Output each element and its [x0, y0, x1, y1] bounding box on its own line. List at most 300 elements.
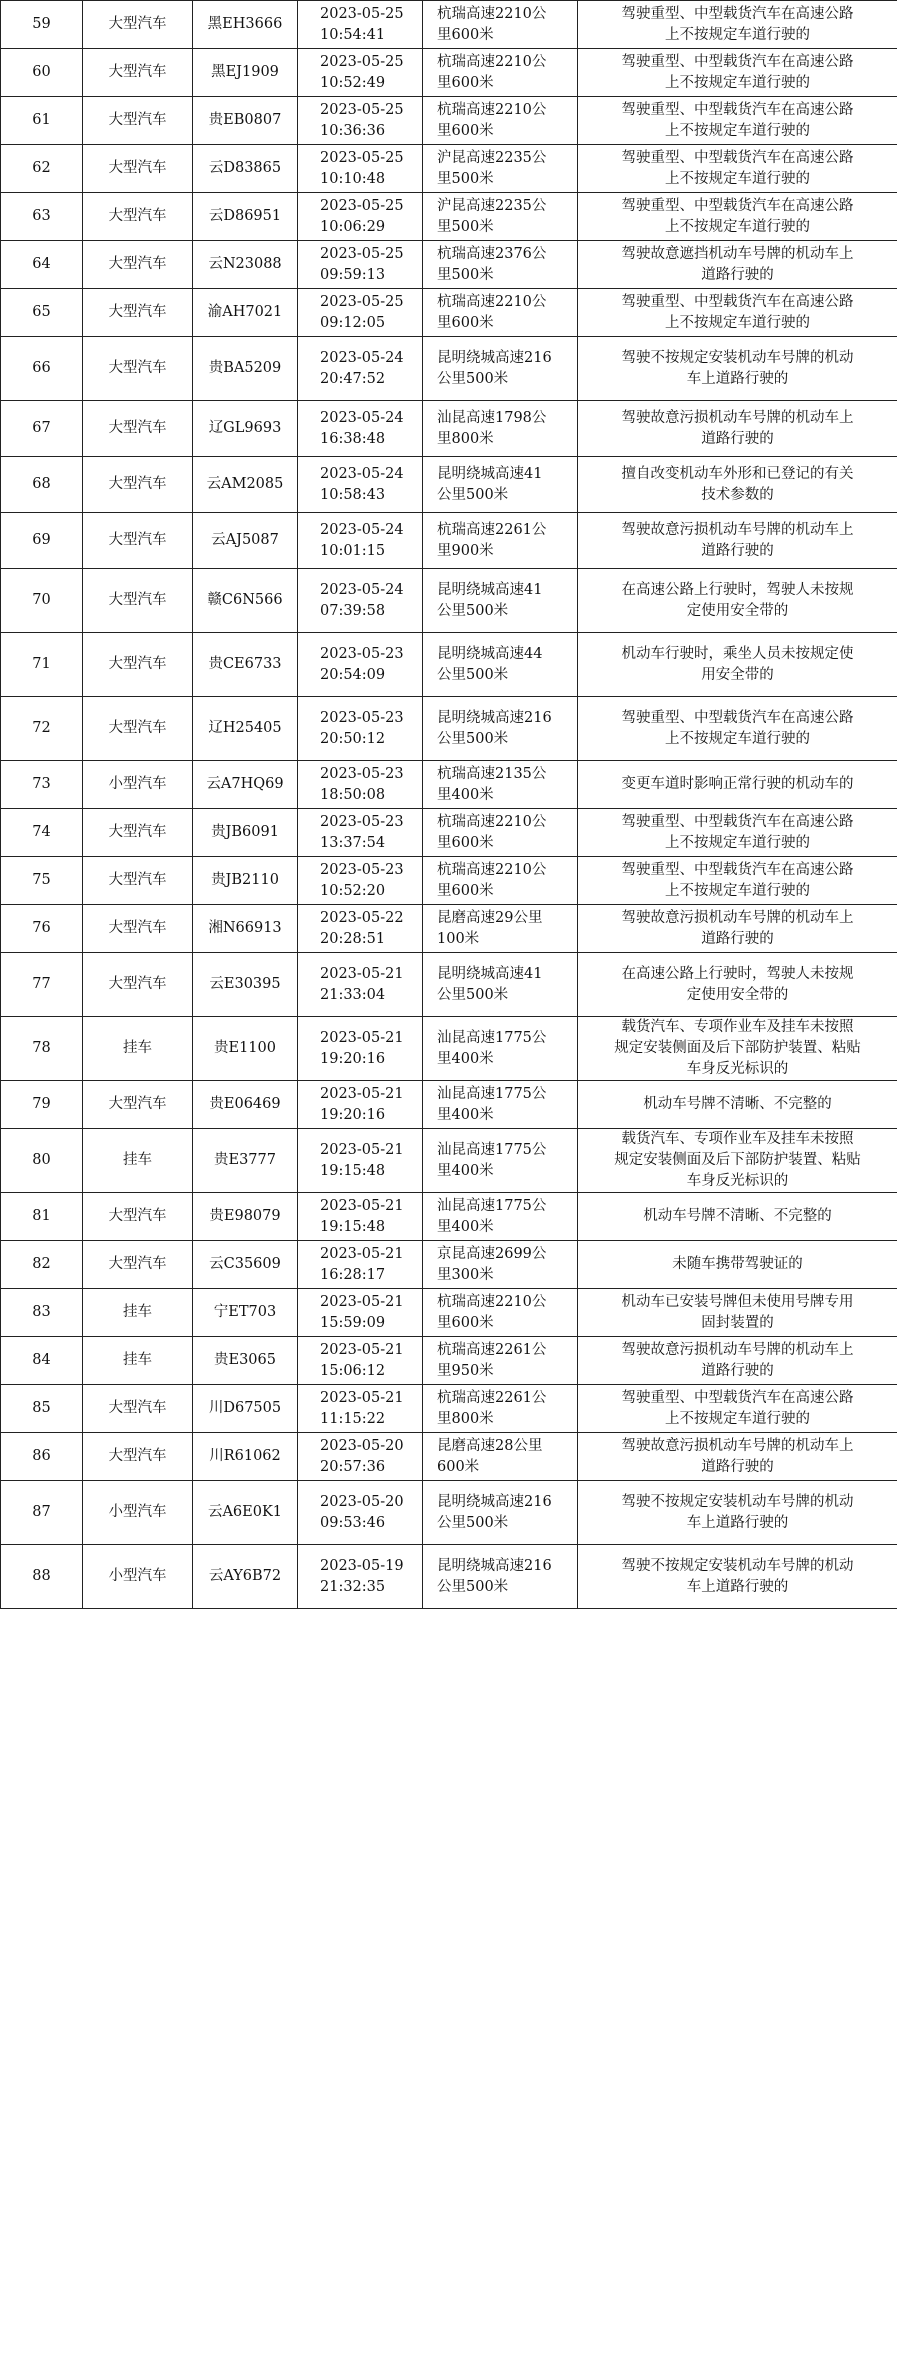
violation-behavior-cell	[578, 1545, 897, 1609]
table-row	[1, 1433, 897, 1481]
row-number-cell-line: 66	[32, 360, 51, 376]
violation-time-cell-line: 2023-05-25	[320, 53, 404, 70]
table-row	[1, 1385, 897, 1433]
row-number-cell-line: 75	[32, 872, 51, 888]
violation-time-cell-line: 2023-05-21	[320, 965, 404, 982]
plate-number-cell-line: 渝AH7021	[207, 304, 283, 320]
violation-behavior-cell-line: 驾驶重型、中型载货汽车在高速公路	[621, 293, 854, 310]
violation-time-cell-line: 2023-05-23	[320, 709, 404, 726]
vehicle-type-cell-line: 大型汽车	[108, 64, 167, 80]
violation-time-cell	[298, 97, 423, 145]
violation-location-cell-line: 里500米	[437, 218, 494, 235]
violation-location-cell-line: 公里500米	[437, 602, 509, 619]
vehicle-type-cell	[83, 809, 193, 857]
vehicle-type-cell	[83, 1193, 193, 1241]
violation-location-cell-line: 沪昆高速2235公	[437, 197, 547, 214]
violation-time-cell-line: 20:57:36	[320, 1458, 386, 1475]
violation-location-cell-line: 昆明绕城高速41	[437, 965, 543, 982]
violation-time-cell-line: 11:15:22	[320, 1410, 386, 1427]
violation-behavior-cell-line: 上不按规定车道行驶的	[665, 1410, 810, 1427]
violation-behavior-cell-line: 用安全带的	[701, 666, 774, 683]
violation-time-cell	[298, 1241, 423, 1289]
vehicle-type-cell	[83, 1337, 193, 1385]
plate-number-cell	[193, 1241, 298, 1289]
plate-number-cell-line: 云AM2085	[206, 476, 284, 492]
plate-number-cell-line: 云D83865	[208, 160, 282, 176]
violation-location-cell	[423, 49, 578, 97]
vehicle-type-cell-line: 大型汽车	[108, 656, 167, 672]
violation-time-cell-line: 2023-05-25	[320, 5, 404, 22]
violation-behavior-cell	[578, 193, 897, 241]
row-number-cell	[1, 1017, 83, 1081]
vehicle-type-cell-line: 大型汽车	[108, 360, 167, 376]
row-number-cell	[1, 761, 83, 809]
violation-time-cell	[298, 697, 423, 761]
row-number-cell-line: 70	[32, 592, 51, 608]
plate-number-cell	[193, 1193, 298, 1241]
violation-behavior-cell	[578, 1385, 897, 1433]
table-row	[1, 513, 897, 569]
table-row	[1, 289, 897, 337]
plate-number-cell-line: 黑EJ1909	[211, 64, 279, 80]
violation-location-cell	[423, 1433, 578, 1481]
violation-behavior-cell-line: 道路行驶的	[701, 542, 774, 559]
row-number-cell-line: 83	[32, 1304, 51, 1320]
violation-behavior-cell-line: 道路行驶的	[701, 1458, 774, 1475]
vehicle-type-cell	[83, 1433, 193, 1481]
plate-number-cell-line: 贵CE6733	[208, 656, 282, 672]
violation-location-cell-line: 公里500米	[437, 486, 509, 503]
plate-number-cell-line: 辽GL9693	[208, 420, 282, 436]
table-row	[1, 857, 897, 905]
row-number-cell-line: 76	[32, 920, 51, 936]
violation-location-cell	[423, 953, 578, 1017]
violation-behavior-cell-line: 道路行驶的	[701, 930, 774, 947]
violation-behavior-cell-line: 车上道路行驶的	[686, 1514, 789, 1531]
violation-time-cell-line: 10:52:20	[320, 882, 386, 899]
row-number-cell	[1, 401, 83, 457]
violation-behavior-cell	[578, 1337, 897, 1385]
vehicle-type-cell-line: 大型汽车	[108, 872, 167, 888]
violation-time-cell-line: 19:20:16	[320, 1106, 386, 1123]
violation-behavior-cell-line: 在高速公路上行驶时，驾驶人未按规	[621, 581, 854, 598]
violation-location-cell-line: 里600米	[437, 1314, 494, 1331]
plate-number-cell-line: 贵EB0807	[208, 112, 282, 128]
violation-behavior-cell	[578, 809, 897, 857]
plate-number-cell	[193, 145, 298, 193]
vehicle-type-cell	[83, 857, 193, 905]
violation-location-cell-line: 里400米	[437, 1050, 494, 1067]
plate-number-cell	[193, 457, 298, 513]
table-row	[1, 97, 897, 145]
violation-time-cell	[298, 457, 423, 513]
violation-behavior-cell-line: 上不按规定车道行驶的	[665, 74, 810, 91]
violation-behavior-cell-line: 驾驶重型、中型载货汽车在高速公路	[621, 813, 854, 830]
violation-time-cell-line: 2023-05-23	[320, 861, 404, 878]
violation-time-cell	[298, 193, 423, 241]
violation-time-cell	[298, 289, 423, 337]
violation-behavior-cell-line: 定使用安全带的	[686, 602, 789, 619]
violation-time-cell-line: 19:20:16	[320, 1050, 386, 1067]
plate-number-cell-line: 湘N66913	[208, 920, 282, 936]
violation-behavior-cell-line: 未随车携带驾驶证的	[672, 1256, 803, 1272]
vehicle-type-cell	[83, 1289, 193, 1337]
plate-number-cell-line: 川R61062	[209, 1448, 281, 1464]
violation-time-cell	[298, 1433, 423, 1481]
table-row	[1, 1081, 897, 1129]
table-row	[1, 809, 897, 857]
violation-behavior-cell-line: 机动车行驶时，乘坐人员未按规定使	[621, 645, 854, 662]
plate-number-cell	[193, 809, 298, 857]
violation-location-cell-line: 汕昆高速1775公	[437, 1197, 547, 1214]
violation-location-cell-line: 沪昆高速2235公	[437, 149, 547, 166]
violation-time-cell-line: 10:52:49	[320, 74, 386, 91]
row-number-cell	[1, 905, 83, 953]
violation-location-cell-line: 杭瑞高速2135公	[437, 765, 547, 782]
plate-number-cell-line: 辽H25405	[208, 720, 282, 736]
row-number-cell-line: 87	[32, 1504, 51, 1520]
violation-location-cell-line: 公里500米	[437, 666, 509, 683]
violation-time-cell-line: 2023-05-24	[320, 349, 404, 366]
violation-behavior-cell-line: 上不按规定车道行驶的	[665, 314, 810, 331]
violation-behavior-cell-line: 上不按规定车道行驶的	[665, 122, 810, 139]
violation-location-cell-line: 京昆高速2699公	[437, 1245, 547, 1262]
violation-time-cell-line: 2023-05-24	[320, 409, 404, 426]
violation-location-cell	[423, 1129, 578, 1193]
violation-time-cell-line: 2023-05-20	[320, 1493, 404, 1510]
violation-location-cell-line: 公里500米	[437, 986, 509, 1003]
row-number-cell	[1, 193, 83, 241]
table-row	[1, 457, 897, 513]
row-number-cell	[1, 857, 83, 905]
violation-behavior-cell-line: 驾驶不按规定安装机动车号牌的机动	[621, 1557, 854, 1574]
vehicle-type-cell-line: 大型汽车	[108, 112, 167, 128]
row-number-cell	[1, 1289, 83, 1337]
violation-location-cell-line: 里600米	[437, 26, 494, 43]
violation-behavior-cell	[578, 697, 897, 761]
table-row	[1, 193, 897, 241]
violation-behavior-cell-line: 驾驶重型、中型载货汽车在高速公路	[621, 101, 854, 118]
violation-behavior-cell	[578, 569, 897, 633]
plate-number-cell	[193, 1289, 298, 1337]
violation-behavior-cell-line: 驾驶故意污损机动车号牌的机动车上	[621, 521, 854, 538]
vehicle-type-cell-line: 大型汽车	[108, 256, 167, 272]
vehicle-type-cell-line: 大型汽车	[108, 160, 167, 176]
table-row	[1, 697, 897, 761]
violation-behavior-cell-line: 车身反光标识的	[686, 1061, 789, 1077]
plate-number-cell	[193, 513, 298, 569]
vehicle-type-cell	[83, 401, 193, 457]
violation-time-cell	[298, 1193, 423, 1241]
violation-behavior-cell	[578, 1129, 897, 1193]
violation-location-cell-line: 昆磨高速28公里	[437, 1437, 543, 1454]
violation-location-cell-line: 昆明绕城高速216	[437, 1493, 552, 1510]
violation-behavior-cell-line: 驾驶故意污损机动车号牌的机动车上	[621, 909, 854, 926]
vehicle-type-cell-line: 大型汽车	[108, 976, 167, 992]
violation-behavior-cell-line: 驾驶故意污损机动车号牌的机动车上	[621, 1341, 854, 1358]
violation-location-cell-line: 里600米	[437, 122, 494, 139]
violation-behavior-cell-line: 机动车号牌不清晰、不完整的	[643, 1208, 832, 1224]
violation-location-cell-line: 杭瑞高速2210公	[437, 293, 547, 310]
violation-location-cell-line: 里950米	[437, 1362, 494, 1379]
row-number-cell-line: 68	[32, 476, 51, 492]
violation-behavior-cell-line: 机动车号牌不清晰、不完整的	[643, 1096, 832, 1112]
violation-behavior-cell-line: 固封装置的	[701, 1314, 774, 1331]
plate-number-cell-line: 川D67505	[208, 1400, 282, 1416]
row-number-cell	[1, 289, 83, 337]
violation-time-cell-line: 19:15:48	[320, 1218, 386, 1235]
violation-behavior-cell	[578, 953, 897, 1017]
row-number-cell	[1, 457, 83, 513]
violation-location-cell-line: 昆明绕城高速41	[437, 465, 543, 482]
violation-behavior-cell-line: 驾驶重型、中型载货汽车在高速公路	[621, 197, 854, 214]
violation-location-cell	[423, 809, 578, 857]
violation-location-cell-line: 杭瑞高速2261公	[437, 521, 547, 538]
violation-behavior-cell	[578, 1289, 897, 1337]
violation-location-cell	[423, 1081, 578, 1129]
violation-location-cell-line: 汕昆高速1775公	[437, 1141, 547, 1158]
row-number-cell-line: 82	[32, 1256, 51, 1272]
vehicle-type-cell-line: 小型汽车	[108, 776, 167, 792]
violation-location-cell-line: 杭瑞高速2210公	[437, 101, 547, 118]
plate-number-cell	[193, 1, 298, 49]
plate-number-cell	[193, 1385, 298, 1433]
row-number-cell	[1, 809, 83, 857]
violation-time-cell-line: 2023-05-20	[320, 1437, 404, 1454]
vehicle-type-cell-line: 挂车	[123, 1152, 152, 1168]
violation-behavior-cell-line: 驾驶重型、中型载货汽车在高速公路	[621, 53, 854, 70]
plate-number-cell	[193, 1017, 298, 1081]
row-number-cell-line: 65	[32, 304, 51, 320]
violation-behavior-cell-line: 上不按规定车道行驶的	[665, 218, 810, 235]
violation-behavior-cell	[578, 289, 897, 337]
row-number-cell	[1, 1, 83, 49]
row-number-cell-line: 78	[32, 1040, 51, 1056]
violation-behavior-cell-line: 驾驶故意污损机动车号牌的机动车上	[621, 1437, 854, 1454]
table-row	[1, 401, 897, 457]
vehicle-type-cell	[83, 569, 193, 633]
vehicle-type-cell-line: 小型汽车	[108, 1568, 167, 1584]
row-number-cell-line: 61	[32, 112, 51, 128]
violation-behavior-cell	[578, 1193, 897, 1241]
table-row	[1, 1337, 897, 1385]
violation-time-cell	[298, 49, 423, 97]
violation-time-cell-line: 2023-05-21	[320, 1085, 404, 1102]
vehicle-type-cell-line: 大型汽车	[108, 920, 167, 936]
violation-location-cell	[423, 761, 578, 809]
plate-number-cell-line: 贵JB2110	[211, 872, 279, 888]
plate-number-cell-line: 云A7HQ69	[206, 776, 284, 792]
violation-location-cell-line: 里600米	[437, 834, 494, 851]
violation-location-cell	[423, 193, 578, 241]
vehicle-type-cell	[83, 905, 193, 953]
violation-time-cell-line: 10:58:43	[320, 486, 386, 503]
violation-location-cell-line: 里800米	[437, 1410, 494, 1427]
violation-time-cell-line: 2023-05-25	[320, 293, 404, 310]
violation-time-cell-line: 2023-05-25	[320, 149, 404, 166]
plate-number-cell	[193, 857, 298, 905]
plate-number-cell-line: 赣C6N566	[207, 592, 283, 608]
violation-behavior-cell-line: 道路行驶的	[701, 430, 774, 447]
violation-behavior-cell-line: 道路行驶的	[701, 266, 774, 283]
violation-location-cell-line: 里500米	[437, 170, 494, 187]
table-row	[1, 905, 897, 953]
plate-number-cell	[193, 953, 298, 1017]
violation-time-cell-line: 20:47:52	[320, 370, 386, 387]
table-row	[1, 761, 897, 809]
row-number-cell-line: 85	[32, 1400, 51, 1416]
violation-location-cell-line: 汕昆高速1775公	[437, 1029, 547, 1046]
row-number-cell-line: 69	[32, 532, 51, 548]
violation-behavior-cell-line: 驾驶重型、中型载货汽车在高速公路	[621, 709, 854, 726]
violation-time-cell-line: 2023-05-25	[320, 197, 404, 214]
violation-behavior-cell	[578, 1081, 897, 1129]
table-row	[1, 1545, 897, 1609]
plate-number-cell	[193, 1545, 298, 1609]
vehicle-type-cell	[83, 1017, 193, 1081]
violation-time-cell	[298, 145, 423, 193]
plate-number-cell	[193, 697, 298, 761]
row-number-cell-line: 88	[32, 1568, 51, 1584]
vehicle-type-cell	[83, 145, 193, 193]
violation-time-cell-line: 20:54:09	[320, 666, 386, 683]
violation-time-cell	[298, 1129, 423, 1193]
violation-location-cell	[423, 1385, 578, 1433]
vehicle-type-cell-line: 大型汽车	[108, 1208, 167, 1224]
vehicle-type-cell-line: 大型汽车	[108, 1400, 167, 1416]
violation-time-cell-line: 2023-05-25	[320, 245, 404, 262]
violation-location-cell-line: 100米	[437, 930, 480, 947]
violation-behavior-cell-line: 变更车道时影响正常行驶的机动车的	[621, 776, 854, 792]
violation-location-cell	[423, 633, 578, 697]
vehicle-type-cell-line: 挂车	[123, 1040, 152, 1056]
row-number-cell	[1, 953, 83, 1017]
violation-location-cell	[423, 1193, 578, 1241]
violation-location-cell	[423, 97, 578, 145]
row-number-cell	[1, 1545, 83, 1609]
row-number-cell	[1, 241, 83, 289]
violation-behavior-cell	[578, 905, 897, 953]
vehicle-type-cell-line: 大型汽车	[108, 532, 167, 548]
violation-time-cell	[298, 809, 423, 857]
violation-time-cell	[298, 857, 423, 905]
plate-number-cell	[193, 1337, 298, 1385]
violation-location-cell-line: 昆明绕城高速41	[437, 581, 543, 598]
violation-time-cell	[298, 1017, 423, 1081]
violation-behavior-cell	[578, 1, 897, 49]
violation-location-cell	[423, 1017, 578, 1081]
plate-number-cell	[193, 905, 298, 953]
violation-time-cell	[298, 241, 423, 289]
violation-location-cell-line: 600米	[437, 1458, 480, 1475]
violation-time-cell-line: 2023-05-23	[320, 765, 404, 782]
violation-behavior-cell	[578, 857, 897, 905]
row-number-cell	[1, 1081, 83, 1129]
violation-time-cell-line: 21:33:04	[320, 986, 386, 1003]
violation-location-cell	[423, 1, 578, 49]
row-number-cell-line: 63	[32, 208, 51, 224]
vehicle-type-cell-line: 大型汽车	[108, 420, 167, 436]
row-number-cell-line: 59	[32, 16, 51, 32]
violation-location-cell-line: 里800米	[437, 430, 494, 447]
violation-behavior-cell-line: 擅自改变机动车外形和已登记的有关	[621, 465, 854, 482]
violation-time-cell-line: 2023-05-24	[320, 465, 404, 482]
plate-number-cell	[193, 193, 298, 241]
vehicle-type-cell	[83, 633, 193, 697]
row-number-cell	[1, 1433, 83, 1481]
violation-location-cell-line: 汕昆高速1775公	[437, 1085, 547, 1102]
violation-time-cell-line: 15:59:09	[320, 1314, 386, 1331]
vehicle-type-cell-line: 挂车	[123, 1304, 152, 1320]
violation-behavior-cell-line: 在高速公路上行驶时，驾驶人未按规	[621, 965, 854, 982]
violation-behavior-cell-line: 上不按规定车道行驶的	[665, 170, 810, 187]
violation-time-cell	[298, 1289, 423, 1337]
violation-location-cell-line: 公里500米	[437, 730, 509, 747]
violation-time-cell	[298, 633, 423, 697]
violation-location-cell	[423, 569, 578, 633]
plate-number-cell-line: 宁ET703	[213, 1304, 277, 1320]
table-row	[1, 1289, 897, 1337]
violation-location-cell-line: 里600米	[437, 74, 494, 91]
violation-behavior-cell-line: 驾驶重型、中型载货汽车在高速公路	[621, 149, 854, 166]
vehicle-type-cell-line: 大型汽车	[108, 16, 167, 32]
row-number-cell	[1, 1337, 83, 1385]
violation-location-cell	[423, 1545, 578, 1609]
violation-behavior-cell-line: 道路行驶的	[701, 1362, 774, 1379]
violation-behavior-cell-line: 上不按规定车道行驶的	[665, 730, 810, 747]
violation-behavior-cell	[578, 241, 897, 289]
table-row	[1, 953, 897, 1017]
violation-location-cell-line: 里400米	[437, 786, 494, 803]
violation-time-cell-line: 10:10:48	[320, 170, 386, 187]
violation-behavior-cell	[578, 401, 897, 457]
row-number-cell	[1, 1481, 83, 1545]
violation-behavior-cell	[578, 457, 897, 513]
plate-number-cell-line: 云D86951	[208, 208, 282, 224]
violation-behavior-cell-line: 上不按规定车道行驶的	[665, 834, 810, 851]
vehicle-type-cell	[83, 953, 193, 1017]
violation-time-cell	[298, 1545, 423, 1609]
plate-number-cell-line: 贵JB6091	[211, 824, 279, 840]
plate-number-cell-line: 贵E06469	[209, 1096, 281, 1112]
vehicle-type-cell	[83, 193, 193, 241]
violation-time-cell-line: 13:37:54	[320, 834, 386, 851]
violation-behavior-cell-line: 驾驶重型、中型载货汽车在高速公路	[621, 1389, 854, 1406]
violation-time-cell	[298, 569, 423, 633]
violation-location-cell	[423, 401, 578, 457]
violation-time-cell-line: 2023-05-21	[320, 1341, 404, 1358]
plate-number-cell-line: 贵E3065	[214, 1352, 276, 1368]
violation-location-cell-line: 公里500米	[437, 1578, 509, 1595]
violation-time-cell-line: 20:50:12	[320, 730, 386, 747]
row-number-cell	[1, 1241, 83, 1289]
violation-location-cell-line: 杭瑞高速2376公	[437, 245, 547, 262]
violation-time-cell-line: 20:28:51	[320, 930, 386, 947]
plate-number-cell-line: 黑EH3666	[207, 16, 283, 32]
violation-time-cell-line: 10:01:15	[320, 542, 386, 559]
violation-behavior-cell-line: 车上道路行驶的	[686, 370, 789, 387]
violation-time-cell-line: 2023-05-23	[320, 645, 404, 662]
vehicle-type-cell	[83, 1545, 193, 1609]
row-number-cell-line: 60	[32, 64, 51, 80]
violation-location-cell-line: 公里500米	[437, 1514, 509, 1531]
row-number-cell	[1, 145, 83, 193]
plate-number-cell	[193, 49, 298, 97]
plate-number-cell-line: 贵BA5209	[208, 360, 282, 376]
plate-number-cell-line: 云C35609	[209, 1256, 281, 1272]
violation-time-cell-line: 19:15:48	[320, 1162, 386, 1179]
violation-location-cell-line: 杭瑞高速2210公	[437, 5, 547, 22]
